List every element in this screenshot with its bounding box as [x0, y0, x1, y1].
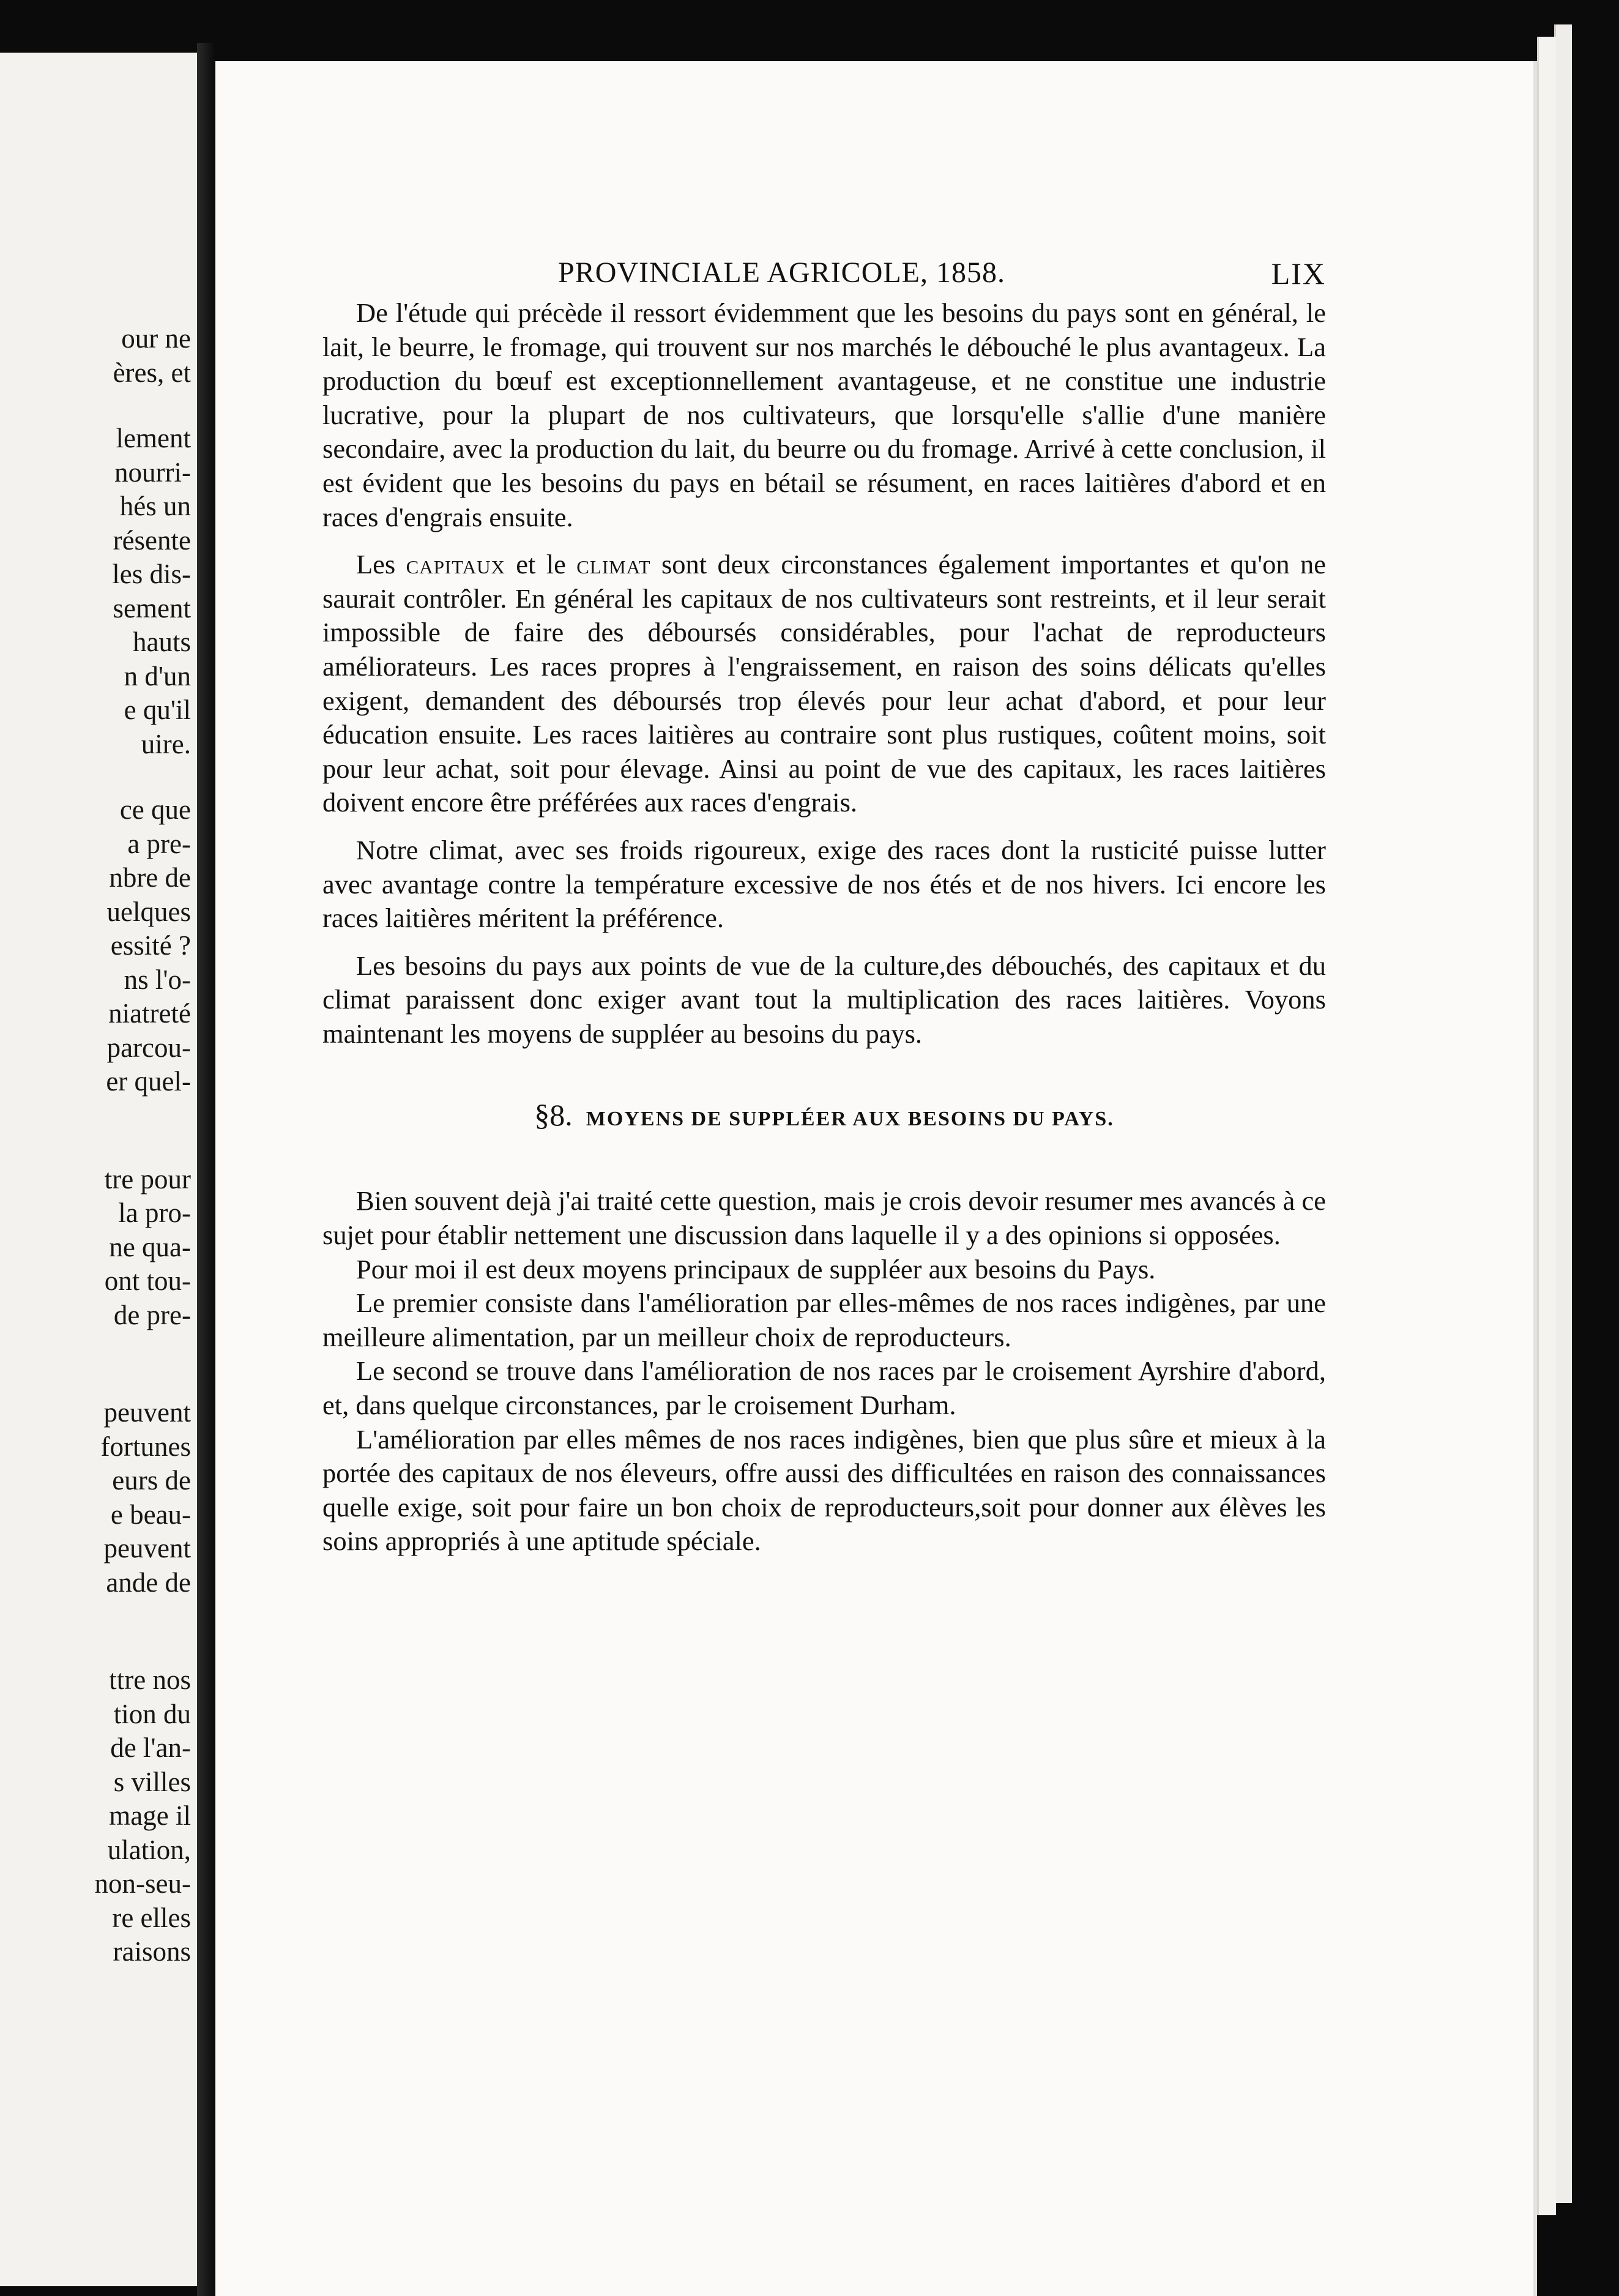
previous-page-line: re elles: [112, 1902, 191, 1933]
paragraph-text-run: et le: [505, 549, 577, 580]
previous-page-line: sement: [113, 592, 191, 624]
paragraph-capitaux-climat: [322, 548, 1326, 820]
previous-page-line: de l'an-: [110, 1732, 191, 1763]
previous-page-line: ulation,: [107, 1834, 191, 1865]
previous-page-line: ères, et: [113, 357, 191, 388]
previous-page-line: lement: [116, 423, 191, 453]
paragraph-conclusion: Les besoins du pays aux points de vue de la culture,des débouchés, des capitaux et du climat paraissent donc exiger avant tout la multiplication des races laitières. Voyons maintenant les moyens de suppléer au besoins du pays.: [322, 950, 1326, 1049]
running-header: [322, 256, 1326, 296]
paragraph-text-run: sont deux circonstances également importantes et qu'on ne saurait contrôler. En général les capitaux de nos cultivateurs sont restreints, et il leur serait impossible de faire des déboursés considérables, pour l'achat de reproducteurs améliorateurs. Les races propres à l'engraissement, en raison des soins délicats qu'elles exigent, demandent des déboursés trop élevés pour leur achat d'abord, et pour leur éducation ensuite. Les races laitières au contraire sont plus rustiques, coûtent moins, soit pour leur achat, soit pour élevage. Ainsi au point de vue des capitaux, les races laitières doivent encore être préférées aux races d'engrais.: [322, 549, 1326, 818]
small-caps-term-climat: climat: [576, 549, 651, 580]
previous-page-line: raisons: [113, 1936, 191, 1967]
paragraph-besoins-du-pays: De l'étude qui précède il ressort évidemment que les besoins du pays sont en général, le lait, le beurre, le fromage, qui trouvent sur nos marchés le débouché le plus avantageux. La production du bœuf est exceptionnellement avantageuse, et ne constitue une industrie lucrative, pour la plupart de nos cultivateurs, que lorsqu'elle s'allie d'une manière secondaire, avec la production du lait, du beurre ou du fromage. Arrivé à cette conclusion, il est évident que les besoins du pays en bétail se résument, en races laitières d'abord et en races d'engrais ensuite.: [322, 297, 1326, 532]
section-number: §8.: [534, 1098, 573, 1133]
previous-page-line: e qu'il: [124, 695, 191, 725]
section-title: MOYENS DE SUPPLÉER AUX BESOINS DU PAYS.: [586, 1108, 1114, 1131]
page-edge-middle: [1537, 37, 1556, 2215]
previous-page-line: [0, 1364, 191, 1396]
previous-page-line: fortunes: [100, 1431, 191, 1462]
previous-page-line: niatreté: [108, 998, 191, 1029]
previous-page-line: nbre de: [109, 862, 191, 893]
paragraph-second-moyen: Le second se trouve dans l'amélioration de nos races par le croisement Ayrshire d'abord, et, dans quelque circonstances, par le croisement Durham.: [322, 1355, 1326, 1421]
previous-page-line: [0, 1631, 191, 1663]
previous-page-line: mage il: [109, 1800, 191, 1831]
previous-page-line: ont tou-: [104, 1265, 191, 1296]
previous-page-line: peuvent: [103, 1533, 191, 1564]
previous-page-line: [0, 390, 191, 422]
previous-page-line: hés un: [119, 491, 191, 521]
paragraph-text-run: Les: [356, 549, 406, 580]
previous-page-line: hauts: [133, 627, 191, 657]
previous-page-line: ns l'o-: [124, 964, 191, 995]
previous-page-line: nourri-: [114, 457, 191, 488]
previous-page-text-column: [0, 322, 191, 1969]
previous-page-line: de pre-: [113, 1299, 191, 1330]
small-caps-term-capitaux: capitaux: [406, 549, 505, 580]
previous-page-line: e beau-: [110, 1499, 191, 1530]
previous-page-line: ande de: [106, 1567, 191, 1598]
paragraph-climat: Notre climat, avec ses froids rigoureux, exige des races dont la rusticité puisse lutter avec avantage contre la température excessive de nos étés et de nos hivers. Ici encore les races laitières méritent la préférence.: [322, 834, 1326, 934]
previous-page-line: [0, 1332, 191, 1364]
paragraph-premier-moyen: Le premier consiste dans l'amélioration par elles-mêmes de nos races indigènes, par une meilleure alimentation, par un meilleur choix de reproducteurs.: [322, 1288, 1326, 1352]
previous-page-line: essité ?: [110, 930, 191, 961]
page-number: LIX: [1271, 256, 1326, 291]
previous-page-line: a pre-: [127, 828, 191, 859]
previous-page-line: résente: [113, 524, 191, 556]
previous-page-line: parcou-: [106, 1032, 191, 1063]
previous-page-line: n d'un: [124, 660, 191, 691]
previous-page-line: eurs de: [112, 1465, 191, 1496]
previous-page-line: er quel-: [106, 1066, 191, 1097]
previous-page-line: la pro-: [118, 1198, 191, 1228]
previous-page-line: ce que: [119, 794, 191, 825]
previous-page-line: our ne: [121, 323, 191, 354]
book-gutter: [197, 43, 214, 2296]
previous-page-line: tre pour: [104, 1163, 191, 1195]
previous-page-line: ttre nos: [109, 1664, 191, 1695]
previous-page-line: uelques: [106, 896, 191, 927]
page-content: [322, 256, 1326, 1559]
previous-page-line: [0, 761, 191, 793]
section-heading: [322, 1097, 1326, 1133]
previous-page-fragment: [0, 53, 201, 2286]
paragraph-amelioration: L'amélioration par elles mêmes de nos races indigènes, bien que plus sûre et mieux à la portée des capitaux de nos éleveurs, offre aussi des difficultées en raison des connaissances quelle exige, soit pour faire un bon choix de reproducteurs,soit pour donner aux élèves les soins appropriés à une aptitude spéciale.: [322, 1423, 1326, 1557]
previous-page-line: [0, 1600, 191, 1631]
previous-page-line: s villes: [113, 1766, 191, 1797]
page-edge-back: [1554, 24, 1572, 2203]
previous-page-line: uire.: [141, 728, 191, 759]
previous-page-line: [0, 1131, 191, 1163]
previous-page-line: les dis-: [112, 559, 191, 589]
paragraph-question: Bien souvent dejà j'ai traité cette question, mais je crois devoir resumer mes avancés à ce sujet pour établir nettement une discussion dans laquelle il y a des opinions si opposées.: [322, 1185, 1326, 1251]
previous-page-line: [0, 1099, 191, 1131]
previous-page-line: non-seu-: [94, 1868, 191, 1899]
paragraph-deux-moyens: Pour moi il est deux moyens principaux de suppléer aux besoins du Pays.: [356, 1253, 1156, 1284]
book-page: [215, 61, 1537, 2296]
running-header-title: PROVINCIALE AGRICOLE, 1858.: [558, 256, 1005, 289]
previous-page-line: peuvent: [103, 1397, 191, 1428]
previous-page-line: tion du: [113, 1698, 191, 1729]
previous-page-line: ne qua-: [109, 1231, 191, 1262]
